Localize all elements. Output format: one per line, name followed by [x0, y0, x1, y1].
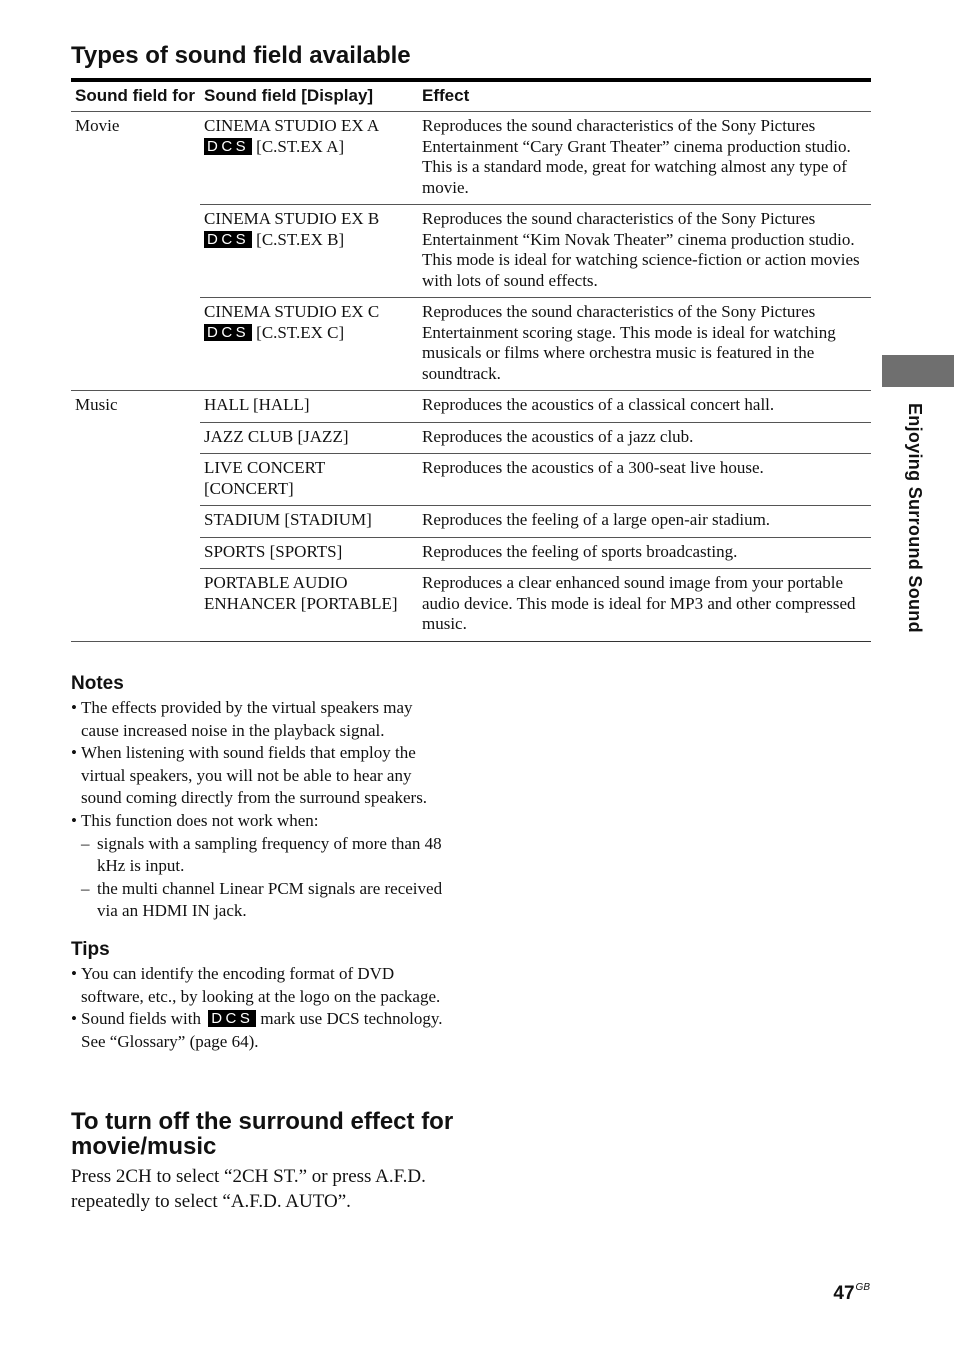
sound-field-display [200, 506, 418, 538]
sound-field-display [200, 205, 418, 298]
list-item: • You can identify the encoding format of DVD software, etc., by looking at the logo on the package. [71, 964, 441, 1006]
page-title: Types of sound field available [71, 42, 411, 69]
sound-field-display [200, 391, 418, 423]
sound-field-name: STADIUM [STADIUM] [204, 510, 372, 529]
bullet: • [71, 743, 77, 763]
section-title: To turn off the surround effect for movie/music [71, 1108, 454, 1160]
sound-field-name: CINEMA STUDIO EX A [204, 116, 380, 135]
dcs-badge: DCS [204, 138, 252, 155]
list-item: – the multi channel Linear PCM signals are received via an HDMI IN jack. [81, 878, 443, 921]
effect-description: Reproduces the feeling of a large open-air stadium. [418, 506, 871, 538]
effect-description: Reproduces the sound characteristics of the Sony Pictures Entertainment scoring stage. This mode is ideal for watching musicals or films where orchestra music is featured in the soundtrack. [418, 298, 871, 391]
sound-field-name: CINEMA STUDIO EX B [204, 209, 380, 228]
group-label: Movie [71, 112, 200, 391]
sound-field-table [71, 82, 871, 642]
page-number: $47^{GB}$ [833, 1282, 870, 1304]
header-sound-field-display: Sound field [Display] [204, 86, 374, 105]
notes-sublist [81, 833, 451, 923]
side-tab-marker [882, 355, 954, 387]
movie-group [71, 112, 871, 391]
sound-field-name: CINEMA STUDIO EX C [204, 302, 380, 321]
tips-section [71, 939, 451, 1053]
effect-description: Reproduces the acoustics of a 300-seat live house. [418, 454, 871, 506]
sound-field-display [200, 569, 418, 642]
effect-description: Reproduces the feeling of sports broadcasting. [418, 537, 871, 569]
dcs-badge: DCS [204, 324, 252, 341]
list-item: • This function does not work when: – signals with a sampling frequency of more than 48 kHz is input. – the multi channel Linear PCM signals are received via an HDMI IN jack. [71, 810, 451, 923]
header-sound-field-for: Sound field for [75, 86, 195, 105]
sound-field-name: SPORTS [SPORTS] [204, 541, 343, 561]
section-body: Press 2CH to select “2CH ST.” or press A.F.D. repeatedly to select “A.F.D. AUTO”. [71, 1166, 426, 1212]
effect-description: Reproduces the acoustics of a classical concert hall. [418, 391, 871, 423]
notes-heading: Notes [71, 673, 124, 694]
effect-description: Reproduces the sound characteristics of the Sony Pictures Entertainment “Kim Novak Theater” cinema production studio. This mode is ideal for watching science-fiction or action movies with lots of sound effects. [418, 205, 871, 298]
header-effect: Effect [422, 86, 470, 105]
tips-list [71, 963, 451, 1053]
bullet: • [71, 698, 77, 717]
tips-heading: Tips [71, 939, 110, 960]
sound-field-display [200, 422, 418, 454]
group-label: Music [71, 391, 200, 642]
sound-field-name: JAZZ CLUB [JAZZ] [204, 426, 349, 446]
sound-field-name: HALL [HALL] [204, 395, 310, 414]
bullet: • [71, 964, 77, 983]
sound-field-display [200, 298, 418, 391]
table-row [71, 112, 871, 205]
dcs-badge: DCS [204, 231, 252, 248]
sound-field-display [200, 112, 418, 205]
list-item: • The effects provided by the virtual speakers may cause increased noise in the playback signal. [71, 698, 413, 740]
display-code: [C.ST.EX B] [256, 229, 345, 249]
sound-field-name: PORTABLE AUDIO ENHANCER [PORTABLE] [204, 573, 398, 613]
list-item: • Sound fields with DCS mark use DCS technology. See “Glossary” (page 64). [71, 1009, 443, 1051]
sound-field-display [200, 454, 418, 506]
music-group [71, 391, 871, 642]
sound-field-display [200, 537, 418, 569]
dash: – [81, 878, 90, 898]
list-item: • When listening with sound fields that employ the virtual speakers, you will not be able to hear any sound coming directly from the surround speakers. [71, 743, 428, 808]
effect-description: Reproduces the sound characteristics of the Sony Pictures Entertainment “Cary Grant Theater” cinema production studio. This is a standard mode, great for watching almost any type of movie. [418, 112, 871, 205]
display-code: [C.ST.EX A] [256, 136, 345, 156]
effect-description: Reproduces a clear enhanced sound image from your portable audio device. This mode is ideal for MP3 and other compressed music. [418, 569, 871, 642]
display-code: [C.ST.EX C] [256, 322, 345, 342]
effect-description: Reproduces the acoustics of a jazz club. [418, 422, 871, 454]
bullet: • [71, 810, 77, 830]
dash: – [81, 833, 90, 853]
notes-section [71, 673, 451, 923]
side-tab-label: Enjoying Surround Sound [905, 403, 925, 633]
bullet: • [71, 1009, 77, 1029]
table-header-row [71, 82, 871, 112]
list-item: – signals with a sampling frequency of more than 48 kHz is input. [81, 833, 442, 876]
sound-field-name: LIVE CONCERT [CONCERT] [204, 458, 325, 498]
table-row [71, 391, 871, 423]
dcs-badge: DCS [208, 1010, 256, 1027]
notes-list [71, 697, 451, 923]
